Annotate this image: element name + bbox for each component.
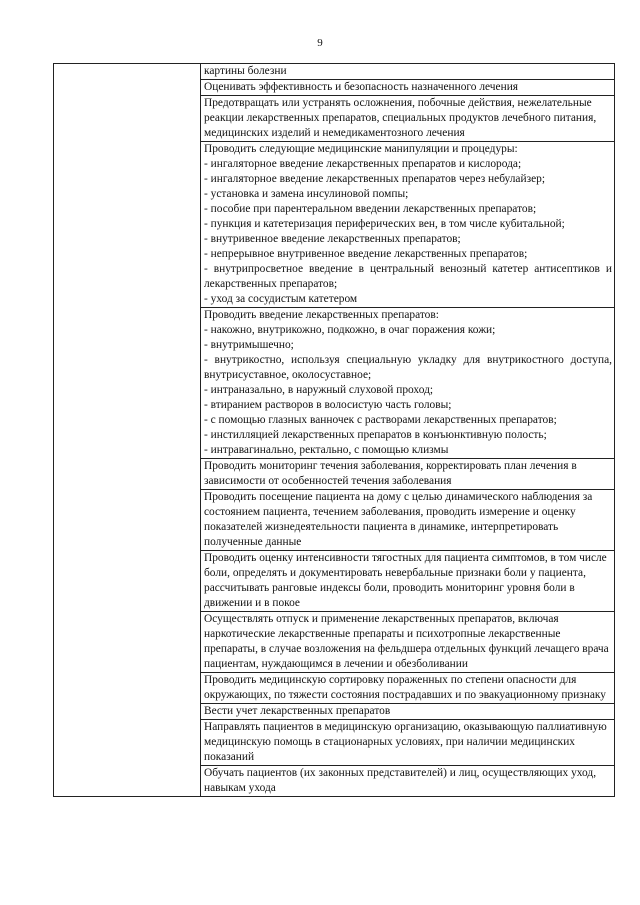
empty-left-cell xyxy=(54,64,201,797)
competency-cell xyxy=(201,673,615,704)
competency-cell xyxy=(201,766,615,797)
list-item: - установка и замена инсулиновой помпы; xyxy=(204,188,409,200)
list-item: - с помощью глазных ванночек с растворами лекарственных препаратов; xyxy=(204,414,557,426)
cell-text: Осуществлять отпуск и применение лекарственных препаратов, включая наркотические лекарственные препараты и психотропные лекарственные препараты, в случае возложения на фельдшера отдельных функций лечащего врача пациентам, нуждающимся в лечении и обезболивании xyxy=(204,613,609,670)
cell-text: Проводить оценку интенсивности тягостных для пациента симптомов, в том числе боли, определять и документировать невербальные признаки боли у пациента, рассчитывать ранговые индексы боли, проводить мониторинг уровня боли в движении и в покое xyxy=(204,552,607,609)
competency-cell xyxy=(201,704,615,720)
competency-cell xyxy=(201,720,615,766)
list-item: - внутрикостно, используя специальную укладку для внутрикостного доступа, внутрисуставное, околосуставное; xyxy=(204,354,612,381)
list-item: - втиранием растворов в волосистую часть головы; xyxy=(204,399,452,411)
cell-text: картины болезни xyxy=(204,65,287,77)
list-item: - непрерывное внутривенное введение лекарственных препаратов; xyxy=(204,248,528,260)
list-item: - пособие при парентеральном введении лекарственных препаратов; xyxy=(204,203,537,215)
page-number: 9 xyxy=(317,37,323,49)
list-item: Проводить следующие медицинские манипуляции и процедуры: xyxy=(204,143,518,155)
list-item: - интраназально, в наружный слуховой проход; xyxy=(204,384,434,396)
list-item: - внутрипросветное введение в центральный венозный катетер антисептиков и лекарственных препаратов; xyxy=(204,263,612,290)
competency-cell xyxy=(201,612,615,673)
competency-cell xyxy=(201,96,615,142)
cell-text: Предотвращать или устранять осложнения, побочные действия, нежелательные реакции лекарственных препаратов, специальных продуктов лечебного питания, медицинских изделий и немедикаментозного лечения xyxy=(204,97,597,139)
table-body xyxy=(54,64,615,797)
list-item: - внутривенное введение лекарственных препаратов; xyxy=(204,233,461,245)
competency-cell xyxy=(201,80,615,96)
list-item: - ингаляторное введение лекарственных препаратов и кислорода; xyxy=(204,158,522,170)
list-item: - ингаляторное введение лекарственных препаратов через небулайзер; xyxy=(204,173,546,185)
list-item: - пункция и катетеризация периферических вен, в том числе кубитальной; xyxy=(204,218,565,230)
competency-cell xyxy=(201,64,615,80)
cell-text: Вести учет лекарственных препаратов xyxy=(204,705,391,717)
list-item: - инстилляцией лекарственных препаратов в конъюнктивную полость; xyxy=(204,429,547,441)
list-item: - уход за сосудистым катетером xyxy=(204,293,358,305)
cell-text: Обучать пациентов (их законных представителей) и лиц, осуществляющих уход, навыкам ухода xyxy=(204,767,597,794)
competency-cell xyxy=(201,308,615,459)
table-row xyxy=(54,64,615,80)
cell-text: Оценивать эффективность и безопасность назначенного лечения xyxy=(204,81,519,93)
list-item: Проводить введение лекарственных препаратов: xyxy=(204,309,439,321)
list-item: - интравагинально, ректально, с помощью клизмы xyxy=(204,444,449,456)
competency-cell xyxy=(201,459,615,490)
list-item: - накожно, внутрикожно, подкожно, в очаг поражения кожи; xyxy=(204,324,496,336)
competency-cell xyxy=(201,142,615,308)
competency-cell xyxy=(201,490,615,551)
competency-table xyxy=(53,63,615,797)
cell-text: Проводить посещение пациента на дому с целью динамического наблюдения за состоянием пациента, течением заболевания, проводить измерение и оценку показателей жизнедеятельности пациента в динамике, интерпретировать полученные данные xyxy=(204,491,593,548)
list-item: - внутримышечно; xyxy=(204,339,294,351)
competency-cell xyxy=(201,551,615,612)
cell-text: Проводить мониторинг течения заболевания, корректировать план лечения в зависимости от особенностей течения заболевания xyxy=(204,460,577,487)
cell-text: Проводить медицинскую сортировку пораженных по степени опасности для окружающих, по тяжести состояния пострадавших и по эвакуационному признаку xyxy=(204,674,606,701)
cell-text: Направлять пациентов в медицинскую организацию, оказывающую паллиативную медицинскую помощь в стационарных условиях, при наличии медицинских показаний xyxy=(204,721,607,763)
